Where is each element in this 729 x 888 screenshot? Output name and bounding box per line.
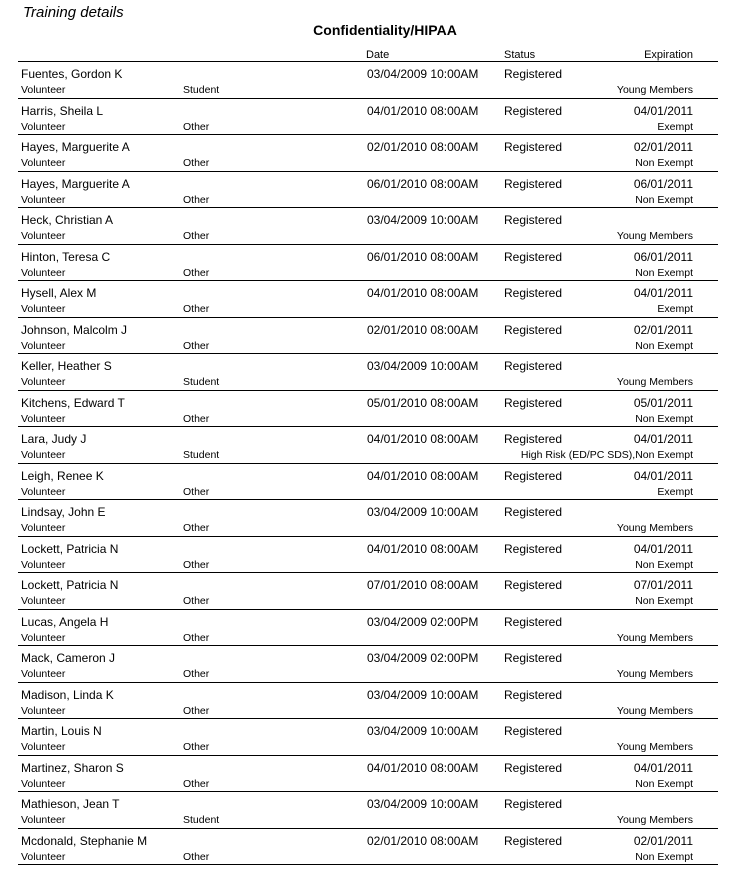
session-date: 03/04/2009 10:00AM [367,359,479,373]
person-name: Hinton, Teresa C [21,249,111,264]
person-name: Lockett, Patricia N [21,541,119,556]
training-row [18,281,718,318]
expiration-date: 04/01/2011 [633,286,693,300]
registration-status: Registered [504,651,563,665]
expiration-date: 02/01/2011 [633,140,693,154]
person-category: Other [183,558,210,571]
person-role: Volunteer [21,741,66,753]
person-role: Volunteer [21,668,66,680]
registration-status: Registered [504,468,563,483]
person-role: Volunteer [21,303,66,315]
membership-note: Non Exempt [635,777,693,790]
person-category: Other [183,120,210,133]
membership-note: Exempt [657,120,693,133]
membership-note: Exempt [657,485,693,498]
person-role: Volunteer [21,230,66,242]
person-role: Volunteer [21,412,66,425]
person-category: Other [183,850,210,863]
training-row [18,829,718,866]
person-name: Hysell, Alex M [21,286,97,300]
session-date: 02/01/2010 08:00AM [367,322,479,337]
session-date: 06/01/2010 08:00AM [367,249,479,264]
person-role: Volunteer [21,595,66,607]
session-date: 04/01/2010 08:00AM [367,103,479,118]
membership-note: Non Exempt [635,339,693,352]
expiration-date: 07/01/2011 [633,578,693,592]
person-name: Mathieson, Jean T [21,797,120,811]
membership-note: Young Members [616,814,693,826]
expiration-date: 04/01/2011 [633,541,693,556]
registration-status: Registered [504,687,563,702]
membership-note: Young Members [616,84,693,96]
training-row [18,354,718,391]
training-row [18,464,718,501]
person-role: Volunteer [21,814,66,826]
membership-note: Non Exempt [635,850,693,863]
registration-status: Registered [504,176,563,191]
expiration-date: 06/01/2011 [633,249,693,264]
person-role: Volunteer [21,266,66,279]
membership-note: Young Members [616,668,693,680]
membership-note: Young Members [616,704,693,717]
column-header-date: Date [366,49,390,61]
registration-status: Registered [504,505,563,519]
person-name: Kitchens, Edward T [21,395,125,410]
training-row [18,318,718,355]
person-role: Volunteer [21,84,66,96]
registration-status: Registered [504,103,563,118]
person-role: Volunteer [21,777,66,790]
person-name: Heck, Christian A [21,213,114,227]
registration-status: Registered [504,760,563,775]
membership-note: Non Exempt [635,558,693,571]
session-date: 03/04/2009 10:00AM [367,213,479,227]
training-row [18,537,718,574]
person-name: Lara, Judy J [21,432,87,446]
membership-note: Non Exempt [635,193,693,206]
training-row [18,610,718,647]
session-date: 03/04/2009 10:00AM [367,687,479,702]
training-row [18,792,718,829]
registration-status: Registered [504,213,563,227]
expiration-date: 02/01/2011 [633,833,693,848]
person-role: Volunteer [21,850,66,863]
session-date: 04/01/2010 08:00AM [367,286,479,300]
session-date: 05/01/2010 08:00AM [367,395,479,410]
person-role: Volunteer [21,339,66,352]
person-name: Martinez, Sharon S [21,760,124,775]
session-date: 06/01/2010 08:00AM [367,176,479,191]
membership-note: Non Exempt [635,412,693,425]
person-category: Other [183,631,210,644]
person-category: Other [183,230,210,242]
training-row [18,245,718,282]
membership-note: High Risk (ED/PC SDS),Non Exempt [520,449,693,461]
session-date: 03/04/2009 10:00AM [367,797,479,811]
training-row [18,646,718,683]
person-category: Other [183,777,210,790]
person-category: Other [183,266,210,279]
training-row [18,391,718,428]
training-list [18,62,718,865]
person-category: Student [183,84,220,96]
person-role: Volunteer [21,449,66,461]
person-name: Leigh, Renee K [21,468,104,483]
person-name: Lockett, Patricia N [21,578,119,592]
session-date: 04/01/2010 08:00AM [367,432,479,446]
person-name: Martin, Louis N [21,724,102,738]
person-role: Volunteer [21,558,66,571]
membership-note: Young Members [616,741,693,753]
expiration-date: 04/01/2011 [633,103,693,118]
session-date: 07/01/2010 08:00AM [367,578,479,592]
training-row [18,135,718,172]
expiration-date: 06/01/2011 [633,176,693,191]
session-date: 02/01/2010 08:00AM [367,140,479,154]
report-title: Confidentiality/HIPAA [313,22,457,38]
membership-note: Young Members [616,522,693,534]
person-category: Other [183,193,210,206]
person-category: Other [183,522,210,534]
session-date: 03/04/2009 10:00AM [367,67,479,81]
expiration-date: 04/01/2011 [633,432,693,446]
expiration-date: 04/01/2011 [633,468,693,483]
registration-status: Registered [504,249,563,264]
membership-note: Young Members [616,631,693,644]
person-role: Volunteer [21,376,66,388]
column-header-status: Status [504,49,536,61]
training-row [18,756,718,793]
person-role: Volunteer [21,193,66,206]
membership-note: Non Exempt [635,266,693,279]
membership-note: Non Exempt [635,595,693,607]
person-name: Madison, Linda K [21,687,114,702]
registration-status: Registered [504,140,563,154]
person-category: Other [183,741,210,753]
expiration-date: 04/01/2011 [633,760,693,775]
training-row [18,62,718,99]
session-date: 03/04/2009 10:00AM [367,505,479,519]
person-category: Student [183,449,220,461]
registration-status: Registered [504,578,563,592]
registration-status: Registered [504,797,563,811]
person-category: Other [183,339,210,352]
person-role: Volunteer [21,704,66,717]
training-row [18,683,718,720]
column-header-expiration: Expiration [644,49,693,61]
registration-status: Registered [504,541,563,556]
registration-status: Registered [504,724,563,738]
membership-note: Exempt [657,303,693,315]
person-category: Other [183,704,210,717]
person-role: Volunteer [21,485,66,498]
person-category: Other [183,595,210,607]
registration-status: Registered [504,833,563,848]
training-row [18,99,718,136]
membership-note: Young Members [616,230,693,242]
person-category: Other [183,668,210,680]
person-role: Volunteer [21,522,66,534]
session-date: 03/04/2009 02:00PM [367,651,479,665]
training-row [18,573,718,610]
person-name: Fuentes, Gordon K [21,67,123,81]
registration-status: Registered [504,359,563,373]
training-row [18,172,718,209]
person-category: Other [183,157,210,169]
membership-note: Young Members [616,376,693,388]
person-name: Mcdonald, Stephanie M [21,833,148,848]
session-date: 04/01/2010 08:00AM [367,760,479,775]
person-category: Student [183,376,220,388]
person-category: Other [183,412,210,425]
expiration-date: 02/01/2011 [633,322,693,337]
person-name: Lucas, Angela H [21,614,109,629]
person-role: Volunteer [21,631,66,644]
person-category: Other [183,485,210,498]
training-row [18,500,718,537]
registration-status: Registered [504,395,563,410]
training-row [18,208,718,245]
person-name: Lindsay, John E [21,505,106,519]
person-name: Johnson, Malcolm J [21,322,128,337]
person-name: Harris, Sheila L [21,103,104,118]
registration-status: Registered [504,67,563,81]
person-name: Keller, Heather S [21,359,112,373]
session-date: 03/04/2009 10:00AM [367,724,479,738]
session-date: 03/04/2009 02:00PM [367,614,479,629]
membership-note: Non Exempt [635,157,693,169]
person-category: Other [183,303,210,315]
registration-status: Registered [504,614,563,629]
person-name: Mack, Cameron J [21,651,116,665]
registration-status: Registered [504,432,563,446]
report-label: Training details [23,4,124,21]
person-role: Volunteer [21,157,66,169]
person-role: Volunteer [21,120,66,133]
person-name: Hayes, Marguerite A [21,140,130,154]
training-row [18,427,718,464]
session-date: 02/01/2010 08:00AM [367,833,479,848]
person-category: Student [183,814,220,826]
expiration-date: 05/01/2011 [633,395,693,410]
person-name: Hayes, Marguerite A [21,176,130,191]
training-row [18,719,718,756]
registration-status: Registered [504,286,563,300]
registration-status: Registered [504,322,563,337]
session-date: 04/01/2010 08:00AM [367,541,479,556]
session-date: 04/01/2010 08:00AM [367,468,479,483]
